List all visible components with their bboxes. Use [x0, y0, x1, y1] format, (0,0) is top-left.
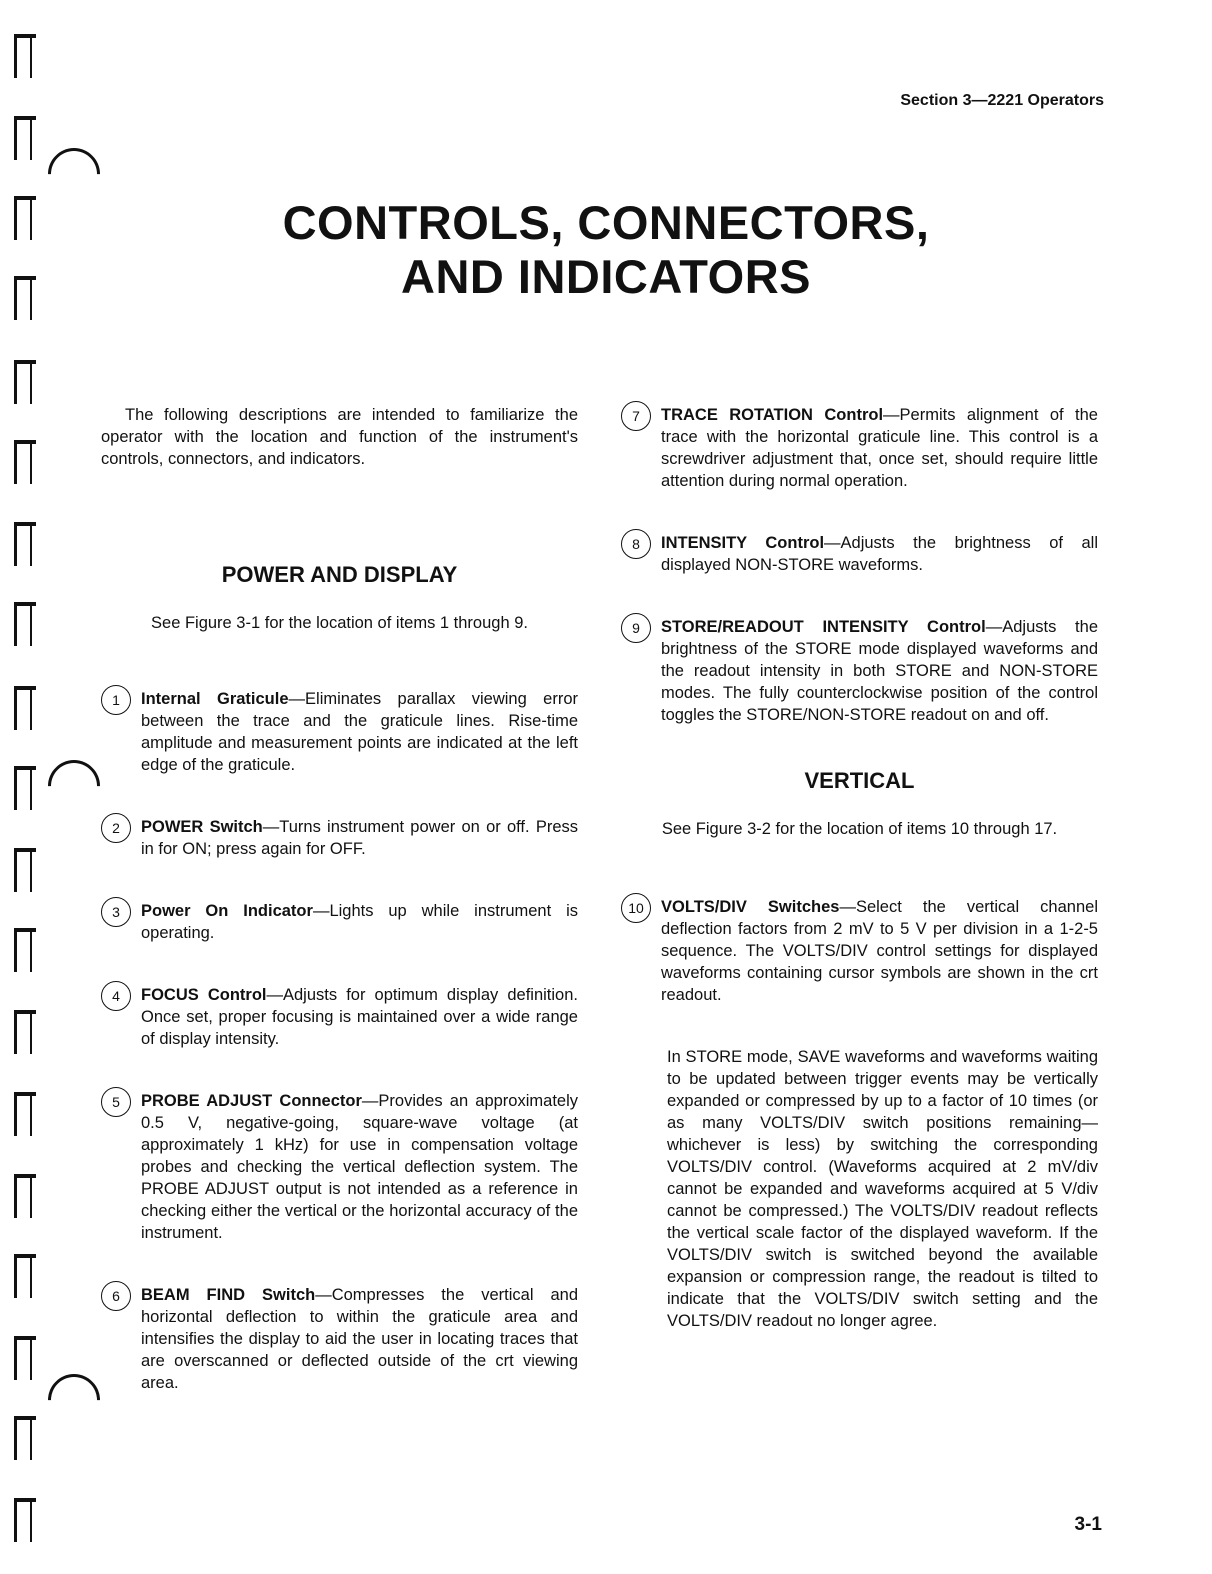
- binder-ring-arc: [37, 749, 111, 823]
- item-name: Power On Indicator: [141, 902, 313, 920]
- item-number-badge: 4: [101, 981, 131, 1011]
- binder-hole-mark: [14, 686, 40, 730]
- item-desc: —Permits alignment of the trace with the horizontal graticule line. This control is a screwdriver adjustment that, once set, should require little attention during normal operation.: [661, 406, 1098, 490]
- item-description: [661, 532, 1098, 576]
- binder-hole-mark: [14, 848, 40, 892]
- item-desc: —Compresses the vertical and horizontal deflection to within the graticule area and intensifies the display to aid the user in locating traces that are overscanned or deflected outside of the crt viewing area.: [141, 1286, 578, 1392]
- item-number-badge: 2: [101, 813, 131, 843]
- binder-hole-mark: [14, 1092, 40, 1136]
- left-column: [101, 404, 578, 1394]
- item-name: VOLTS/DIV Switches: [661, 898, 840, 916]
- item-description: [141, 1090, 578, 1244]
- page-number: 3-1: [1074, 1514, 1102, 1535]
- binder-hole-mark: [14, 1010, 40, 1054]
- right-column: [621, 404, 1098, 1332]
- binder-hole-mark: [14, 928, 40, 972]
- binder-hole-mark: [14, 602, 40, 646]
- item-number-badge: 6: [101, 1281, 131, 1311]
- item-number-badge: 8: [621, 529, 651, 559]
- list-item: [101, 1090, 578, 1244]
- section-header: Section 3—2221 Operators: [900, 92, 1104, 109]
- item-number-badge: 1: [101, 685, 131, 715]
- figure-reference: See Figure 3-2 for the location of items 10 through 17.: [661, 820, 1058, 838]
- store-mode-paragraph: In STORE mode, SAVE waveforms and waveforms waiting to be updated between trigger events may be vertically expanded or compressed by up to a factor of 10 times (or as many VOLTS/DIV switch positions remaining—whichever is less) by switching the corresponding VOLTS/DIV control. (Waveforms acquired at 2 mV/div cannot be expanded and waveforms acquired at 5 V/div cannot be compressed.) The VOLTS/DIV readout reflects the vertical scale factor of the displayed waveform. If the VOLTS/DIV switch is switched beyond the available expansion or compression range, the readout is tilted to indicate that the VOLTS/DIV switch setting and the VOLTS/DIV readout no longer agree.: [667, 1048, 1098, 1330]
- item-description: [661, 404, 1098, 492]
- item-name: BEAM FIND Switch: [141, 1286, 316, 1304]
- binder-ring-arc: [37, 1363, 111, 1437]
- binder-hole-mark: [14, 1174, 40, 1218]
- item-description: [141, 688, 578, 776]
- item-description: [141, 816, 578, 860]
- binder-hole-mark: [14, 1336, 40, 1380]
- binder-hole-mark: [14, 440, 40, 484]
- item-description: [141, 984, 578, 1050]
- item-desc: —Turns instrument power on or off. Press in for ON; press again for OFF.: [141, 818, 579, 858]
- section-title-vertical: VERTICAL: [804, 768, 915, 793]
- item-name: STORE/READOUT INTENSITY Control: [661, 618, 986, 636]
- binder-hole-mark: [14, 360, 40, 404]
- list-item: [621, 616, 1098, 726]
- item-desc: —Adjusts the brightness of the STORE mode displayed waveforms and the readout intensity in both STORE and NON-STORE modes. The fully counterclockwise position of the control toggles the STORE/NON-STORE readout on and off.: [661, 618, 1098, 724]
- item-description: [141, 900, 578, 944]
- item-desc: —Adjusts the brightness of all displayed NON-STORE waveforms.: [661, 534, 1098, 574]
- list-item: [621, 404, 1098, 492]
- binder-hole-mark: [14, 1254, 40, 1298]
- item-desc: —Eliminates parallax viewing error between the trace and the graticule lines. Rise-time amplitude and measurement points are indicated at the left edge of the graticule.: [141, 690, 578, 774]
- list-item: [101, 1284, 578, 1394]
- list-item: [101, 900, 578, 944]
- item-number-badge: 9: [621, 613, 651, 643]
- item-number-badge: 7: [621, 401, 651, 431]
- page-title: [0, 196, 1212, 304]
- binder-hole-mark: [14, 34, 40, 78]
- item-description: [661, 896, 1098, 1006]
- item-desc: —Lights up while instrument is operating.: [141, 902, 579, 942]
- item-desc: —Adjusts for optimum display definition. Once set, proper focusing is maintained over a wide range of display intensity.: [141, 986, 578, 1048]
- item-description: [141, 1284, 578, 1394]
- item-name: FOCUS Control: [141, 986, 267, 1004]
- item-name: Internal Graticule: [141, 690, 289, 708]
- binder-hole-mark: [14, 116, 40, 160]
- item-desc: —Select the vertical channel deflection factors from 2 mV to 5 V per division in a 1-2-5 sequence. The VOLTS/DIV control settings for displayed waveforms containing cursor symbols are shown in the crt readout.: [661, 898, 1098, 1004]
- section-title-power-display: POWER AND DISPLAY: [221, 562, 458, 587]
- page-title-line: CONTROLS, CONNECTORS,: [282, 196, 930, 249]
- binder-hole-mark: [14, 522, 40, 566]
- item-number-badge: 3: [101, 897, 131, 927]
- list-item: [101, 688, 578, 776]
- item-number-badge: 5: [101, 1087, 131, 1117]
- list-item: [621, 532, 1098, 576]
- list-item: [621, 896, 1098, 1006]
- item-description: [661, 616, 1098, 726]
- item-number-badge: 10: [621, 893, 651, 923]
- item-name: TRACE ROTATION Control: [661, 406, 884, 424]
- figure-reference: See Figure 3-1 for the location of items 1 through 9.: [151, 614, 528, 632]
- item-name: INTENSITY Control: [661, 534, 825, 552]
- binder-hole-mark: [14, 1416, 40, 1460]
- list-item: [101, 984, 578, 1050]
- intro-paragraph: The following descriptions are intended to familiarize the operator with the location and function of the instrument's controls, connectors, and indicators.: [101, 406, 578, 468]
- item-desc: —Provides an approximately 0.5 V, negative-going, square-wave voltage (at approximately 1 kHz) for use in compensation voltage probes and checking the vertical deflection system. The PROBE ADJUST output is not intended as a reference in checking either the vertical or the horizontal accuracy of the instrument.: [141, 1092, 578, 1242]
- list-item: [101, 816, 578, 860]
- item-name: POWER Switch: [141, 818, 263, 836]
- binder-hole-mark: [14, 766, 40, 810]
- item-name: PROBE ADJUST Connector: [141, 1092, 362, 1110]
- page-title-line: AND INDICATORS: [401, 250, 811, 303]
- binder-hole-mark: [14, 1498, 40, 1542]
